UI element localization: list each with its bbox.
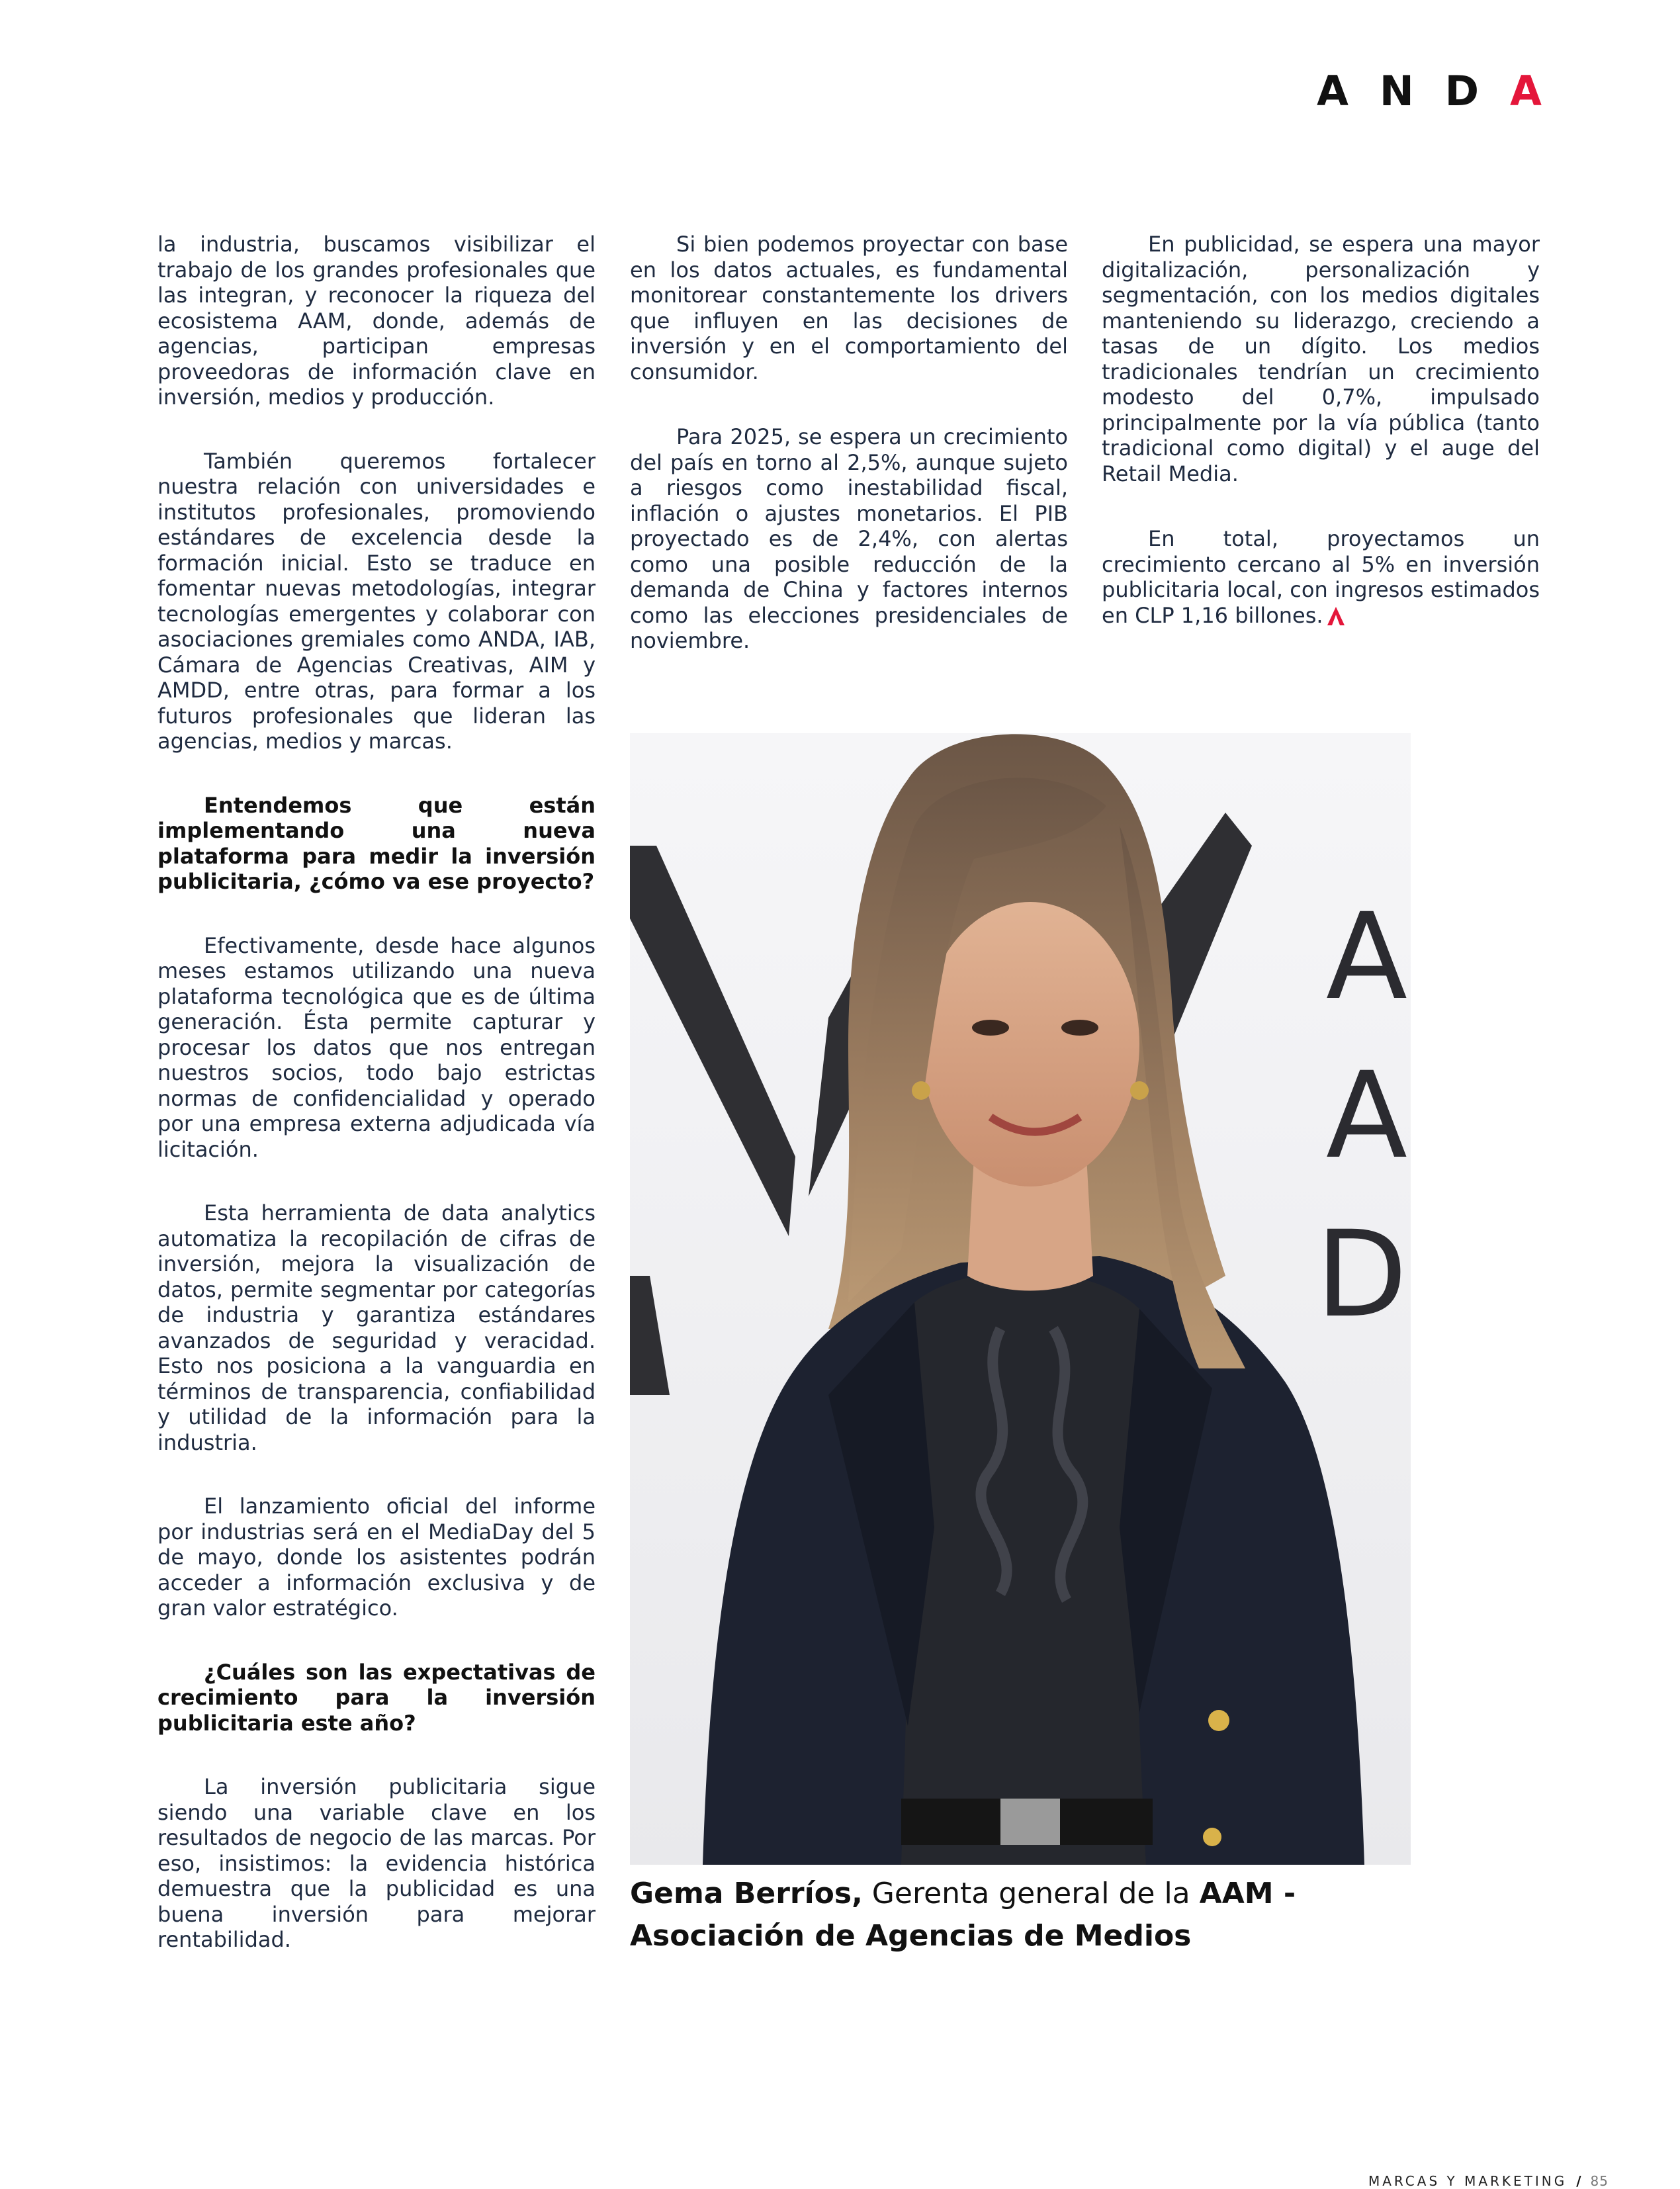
footer-separator: / bbox=[1576, 2173, 1581, 2189]
photo-caption bbox=[630, 1873, 1411, 1957]
caption-role: Gerenta general de la bbox=[862, 1877, 1200, 1910]
backdrop-letter: A bbox=[1325, 1047, 1407, 1185]
paragraph: La inversión publicitaria sigue siendo una variable clave en los resultados de negocio de las marcas. Por eso, insistimos: la evidencia histórica demuestra que la publicidad es una buena inversión para mejorar rentabilidad. bbox=[157, 1774, 596, 1952]
paragraph: Esta herramienta de data analytics automatiza la recopilación de cifras de inversión, mejora la visualización de datos, permite segmentar por categorías de industria y garantiza estándares avanzados de seguridad y veracidad. Esto nos posiciona a la vanguardia en términos de transparencia, confiabilidad y utilidad de la información para la industria. bbox=[157, 1200, 596, 1455]
interview-question: Entendemos que están implementando una nueva plataforma para medir la inversión publicitaria, ¿cómo va ese proyecto? bbox=[157, 792, 596, 894]
earring bbox=[1130, 1081, 1149, 1100]
paragraph: Si bien podemos proyectar con base en los datos actuales, es fundamental monitorear constantemente los drivers que influyen en las decisiones de inversión y en el comportamiento del consumidor. bbox=[630, 232, 1068, 384]
anda-end-mark-icon bbox=[1327, 607, 1345, 625]
caption-person-name: Gema Berríos, bbox=[630, 1877, 863, 1910]
caption-organization: AAM - Asociación de Agencias de Medios bbox=[630, 1877, 1296, 1953]
article-column-2 bbox=[630, 232, 1068, 693]
article-column-1 bbox=[157, 232, 596, 1992]
paragraph: El lanzamiento oficial del informe por industrias será en el MediaDay del 5 de mayo, donde los asistentes podrán acceder a información exclusiva y de gran valor estratégico. bbox=[157, 1494, 596, 1621]
logo-letter-a-accent: A bbox=[1510, 67, 1542, 115]
logo-letter-d: D bbox=[1444, 67, 1480, 115]
blazer-button bbox=[1208, 1710, 1229, 1731]
face bbox=[921, 902, 1139, 1186]
backdrop-letter: A bbox=[1325, 888, 1407, 1026]
article-column-3 bbox=[1102, 232, 1540, 628]
paragraph-text: En total, proyectamos un crecimiento cercano al 5% en inversión publicitaria local, con ingresos estimados en CLP 1,16 billones. bbox=[1102, 526, 1540, 628]
page-number: 85 bbox=[1590, 2173, 1609, 2189]
belt-buckle bbox=[1000, 1799, 1060, 1845]
portrait-photo bbox=[630, 733, 1411, 1865]
closing-paragraph bbox=[1102, 526, 1540, 628]
eye bbox=[1061, 1020, 1098, 1036]
page-footer bbox=[1368, 2173, 1609, 2189]
portrait-illustration bbox=[630, 733, 1411, 1865]
paragraph: Para 2025, se espera un crecimiento del país en torno al 2,5%, aunque sujeto a riesgos como inestabilidad fiscal, inflación o ajustes monetarios. El PIB proyectado es de 2,4%, con alertas como una posible reducción de la demanda de China y factores internos como las elecciones presidenciales de noviembre. bbox=[630, 424, 1068, 653]
earring bbox=[912, 1081, 930, 1100]
blouse bbox=[901, 1273, 1146, 1865]
interview-question: ¿Cuáles son las expectativas de crecimiento para la inversión publicitaria este año? bbox=[157, 1659, 596, 1736]
backdrop-letter: D bbox=[1315, 1206, 1407, 1344]
logo-letter-n: N bbox=[1379, 67, 1414, 115]
paragraph: También queremos fortalecer nuestra relación con universidades e institutos profesionales, promoviendo estándares de excelencia desde la formación inicial. Esto se traduce en fomentar nuevas metodologías, integrar tecnologías emergentes y colaborar con asociaciones gremiales como ANDA, IAB, Cámara de Agencias Creativas, AIM y AMDD, entre otras, para formar a los futuros profesionales que lideran las agencias, medios y marcas. bbox=[157, 448, 596, 754]
paragraph: la industria, buscamos visibilizar el trabajo de los grandes profesionales que las integran, y reconocer la riqueza del ecosistema AAM, donde, además de agencias, participan empresas proveedoras de información clave en inversión, medios y producción. bbox=[157, 232, 596, 410]
blazer-button bbox=[1203, 1828, 1221, 1846]
logo-letter-a: A bbox=[1317, 67, 1348, 115]
eye bbox=[972, 1020, 1009, 1036]
paragraph: En publicidad, se espera una mayor digitalización, personalización y segmentación, con los medios digitales manteniendo su liderazgo, creciendo a tasas de un dígito. Los medios tradicionales tendrían un crecimiento modesto del 0,7%, impulsado principalmente por la vía pública (tanto tradicional como digital) y el auge del Retail Media. bbox=[1102, 232, 1540, 486]
footer-section-title: MARCAS Y MARKETING bbox=[1368, 2173, 1568, 2189]
paragraph: Efectivamente, desde hace algunos meses estamos utilizando una nueva plataforma tecnológica que es de última generación. Ésta permite capturar y procesar los datos que nos entregan nuestros socios, todo bajo estrictas normas de confidencialidad y operado por una empresa externa adjudicada vía licitación. bbox=[157, 932, 596, 1162]
anda-logo bbox=[1317, 67, 1542, 115]
